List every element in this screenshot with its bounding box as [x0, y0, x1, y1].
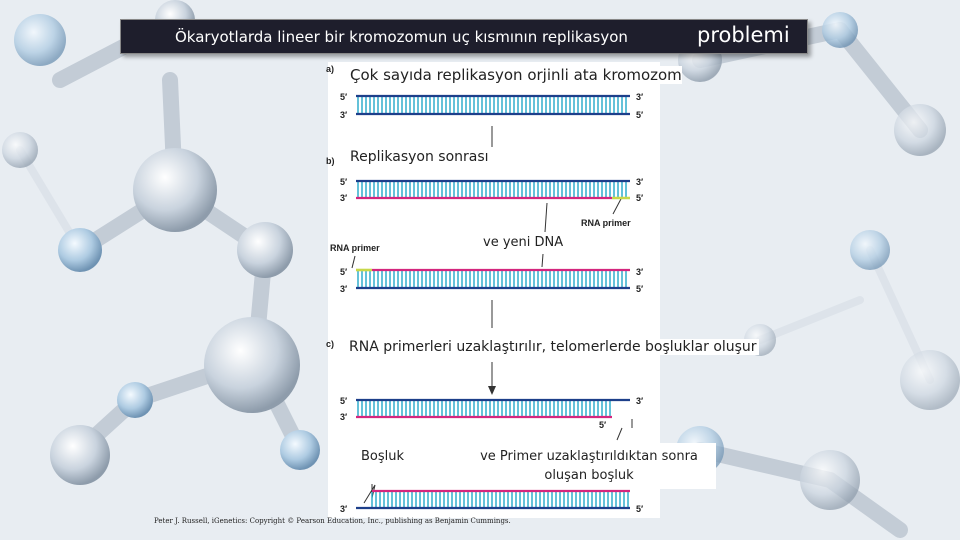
panel-c-letter: c): [326, 339, 335, 349]
panel-b-letter: b): [326, 156, 335, 166]
rna-primer-label: RNA primer: [330, 243, 380, 253]
end-label: 5′: [636, 504, 644, 514]
end-label: 3′: [340, 193, 348, 203]
gap-caption: Boşluk: [361, 449, 405, 464]
end-label: 3′: [340, 504, 348, 514]
end-label: 5′: [636, 284, 644, 294]
end-label: 3′: [636, 177, 644, 187]
title-tail-text: problemi: [697, 23, 790, 47]
end-label: 3′: [636, 92, 644, 102]
end-label: 3′: [636, 267, 644, 277]
rna-primer-label: RNA primer: [581, 218, 631, 228]
end-label: 3′: [340, 412, 348, 422]
credit-text: Peter J. Russell, iGenetics: Copyright © Pearson Education, Inc., publishing as Benjamin Cummings.: [154, 517, 511, 525]
title-text: Ökaryotlarda lineer bir kromozomun uç kısmının replikasyon: [175, 28, 628, 46]
panel-a-caption: Çok sayıda replikasyon orjinli ata kromozom: [350, 66, 682, 84]
end-label: 5′: [636, 193, 644, 203]
end-label: 5′: [340, 396, 348, 406]
panel-a-letter: a): [326, 64, 335, 74]
panel-c-caption: RNA primerleri uzaklaştırılır, telomerlerde boşluklar oluşur: [349, 339, 757, 355]
end-label: 5′: [340, 267, 348, 277]
end-label: 5′: [599, 420, 607, 430]
end-label: 5′: [636, 110, 644, 120]
end-label: 5′: [340, 177, 348, 187]
end-label: 3′: [340, 110, 348, 120]
new-dna-caption: ve yeni DNA: [483, 235, 564, 250]
end-label: 3′: [636, 396, 644, 406]
panel-b-caption: Replikasyon sonrası: [350, 149, 489, 165]
primer-gap-caption: ve Primer uzaklaştırıldıktan sonra oluşan boşluk: [462, 443, 716, 489]
end-label: 3′: [340, 284, 348, 294]
end-label: 5′: [340, 92, 348, 102]
